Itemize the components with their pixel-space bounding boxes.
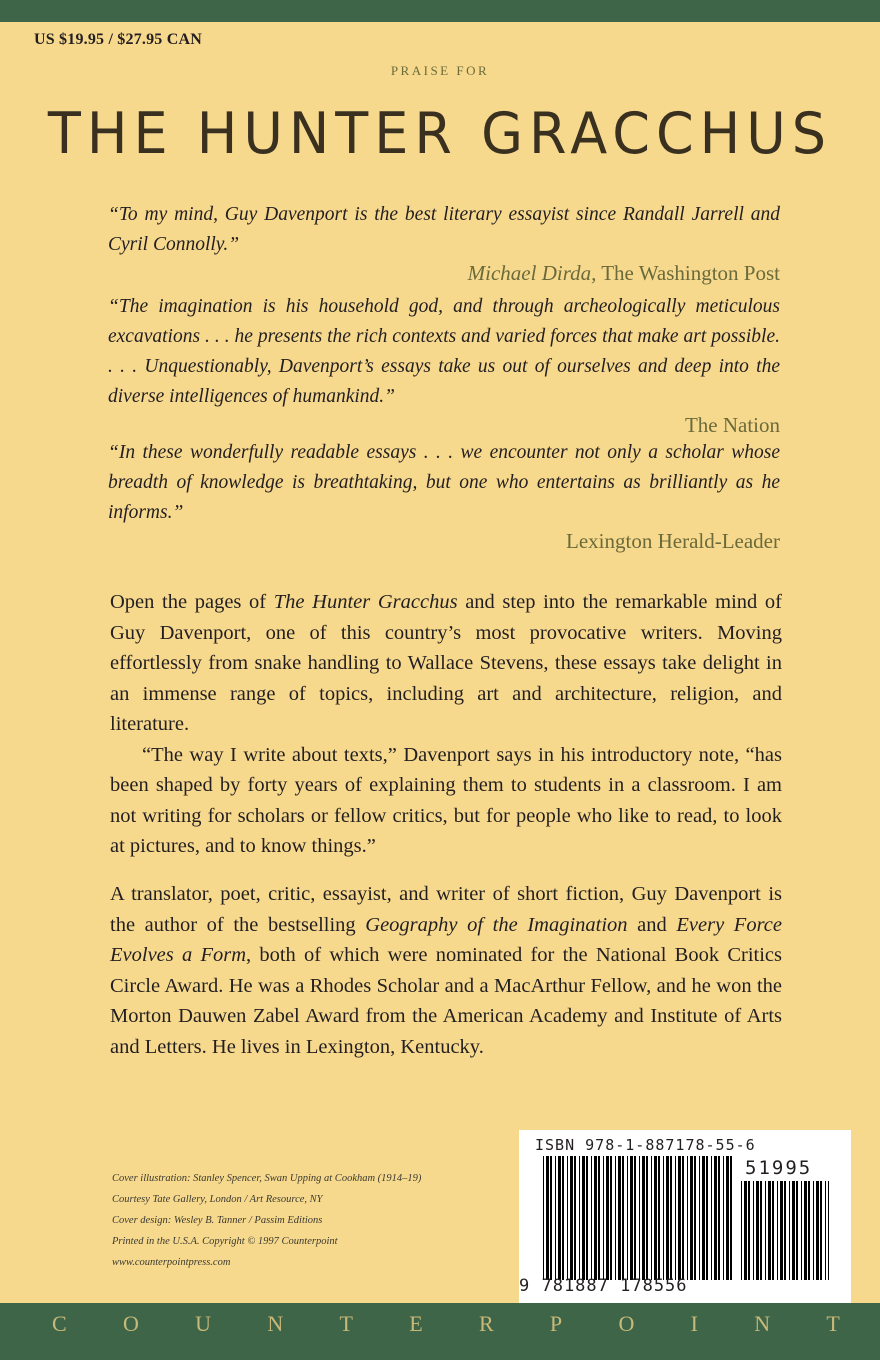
quote-attribution (108, 410, 780, 440)
publisher-letter: C (52, 1311, 67, 1336)
publisher-letter: U (195, 1311, 212, 1336)
quote-author: Michael Dirda, (467, 261, 597, 285)
publisher-letter: O (618, 1311, 635, 1336)
description (110, 587, 782, 862)
quote-attribution (108, 526, 780, 556)
quote-source: The Washington Post (601, 261, 780, 285)
description-paragraph-1: Open the pages of The Hunter Gracchus and step into the remarkable mind of Guy Davenport, one of this country’s most provocative writers. Moving effortlessly from snake handling to Wallace Stevens, these essays take delight in an immense range of topics, including art and architecture, religion, and literature. (110, 591, 782, 735)
description-paragraph-2: “The way I write about texts,” Davenport says in his introductory note, “has been shaped by forty years of explaining them to students in a classroom. I am not writing for scholars or fellow critics, but for people who like to read, to look at pictures, and to know things.” (110, 743, 782, 857)
publisher-letter: P (549, 1311, 563, 1336)
top-band (0, 0, 880, 22)
publisher-letter: N (754, 1311, 771, 1336)
isbn-label: ISBN 978-1-887178-55-6 (535, 1136, 756, 1154)
credit-line: Cover illustration: Stanley Spencer, Swan Upping at Cookham (1914–19) (112, 1173, 422, 1184)
price-code: 51995 (745, 1157, 813, 1179)
price-label: US $19.95 / $27.95 CAN (34, 31, 202, 48)
quote-2 (108, 292, 780, 440)
quote-3 (108, 438, 780, 556)
publisher-letter: E (409, 1311, 423, 1336)
quote-text: “To my mind, Guy Davenport is the best literary essayist since Randall Jarrell and Cyril Connolly.” (108, 204, 780, 255)
publisher-letter: I (690, 1311, 698, 1336)
credit-line: Cover design: Wesley B. Tanner / Passim Editions (112, 1215, 323, 1226)
quote-attribution (108, 258, 780, 288)
isbn-barcode-icon (543, 1156, 735, 1280)
author-bio-paragraph: A translator, poet, critic, essayist, and writer of short fiction, Guy Davenport is the author of the bestselling Geography of the Imagination and Every Force Evolves a Form, both of which were nominated for the National Book Critics Circle Award. He was a Rhodes Scholar and a MacArthur Fellow, and he won the Morton Dauwen Zabel Award from the American Academy and Institute of Arts and Letters. He lives in Lexington, Kentucky. (110, 883, 782, 1058)
quote-1 (108, 200, 780, 288)
quote-text: “In these wonderfully readable essays . . . we encounter not only a scholar whose breadth of knowledge is breathtaking, but one who entertains as brilliantly as he informs.” (108, 442, 780, 523)
quote-text: “The imagination is his household god, and through archeologically meticulous excavations . . . he presents the rich contexts and varied forces that make art possible. . . . Unquestionably, Davenport’s essays take us out of ourselves and deep into the diverse intelligences of humankind.” (108, 296, 780, 407)
praise-label: PRAISE FOR (390, 63, 490, 78)
book-title: THE HUNTER GRACCHUS (47, 100, 833, 167)
price-barcode-icon (741, 1181, 829, 1280)
author-bio (110, 879, 782, 1062)
quote-source: The Nation (684, 413, 780, 437)
barcode-numbers: 9 781887 178556 (519, 1276, 688, 1296)
publisher-letter: R (478, 1311, 494, 1336)
cover-credits (112, 1168, 512, 1273)
publisher-letter: N (267, 1311, 284, 1336)
credit-line: www.counterpointpress.com (112, 1257, 231, 1268)
barcode-box (519, 1130, 851, 1305)
credit-line: Printed in the U.S.A. Copyright © 1997 Counterpoint (112, 1236, 338, 1247)
publisher-letter: T (339, 1311, 353, 1336)
publisher-letter: T (826, 1311, 840, 1336)
quote-source: Lexington Herald-Leader (566, 529, 780, 553)
credit-line: Courtesy Tate Gallery, London / Art Resource, NY (112, 1194, 323, 1205)
publisher-letter: O (122, 1311, 139, 1336)
publisher-name (0, 1311, 880, 1337)
